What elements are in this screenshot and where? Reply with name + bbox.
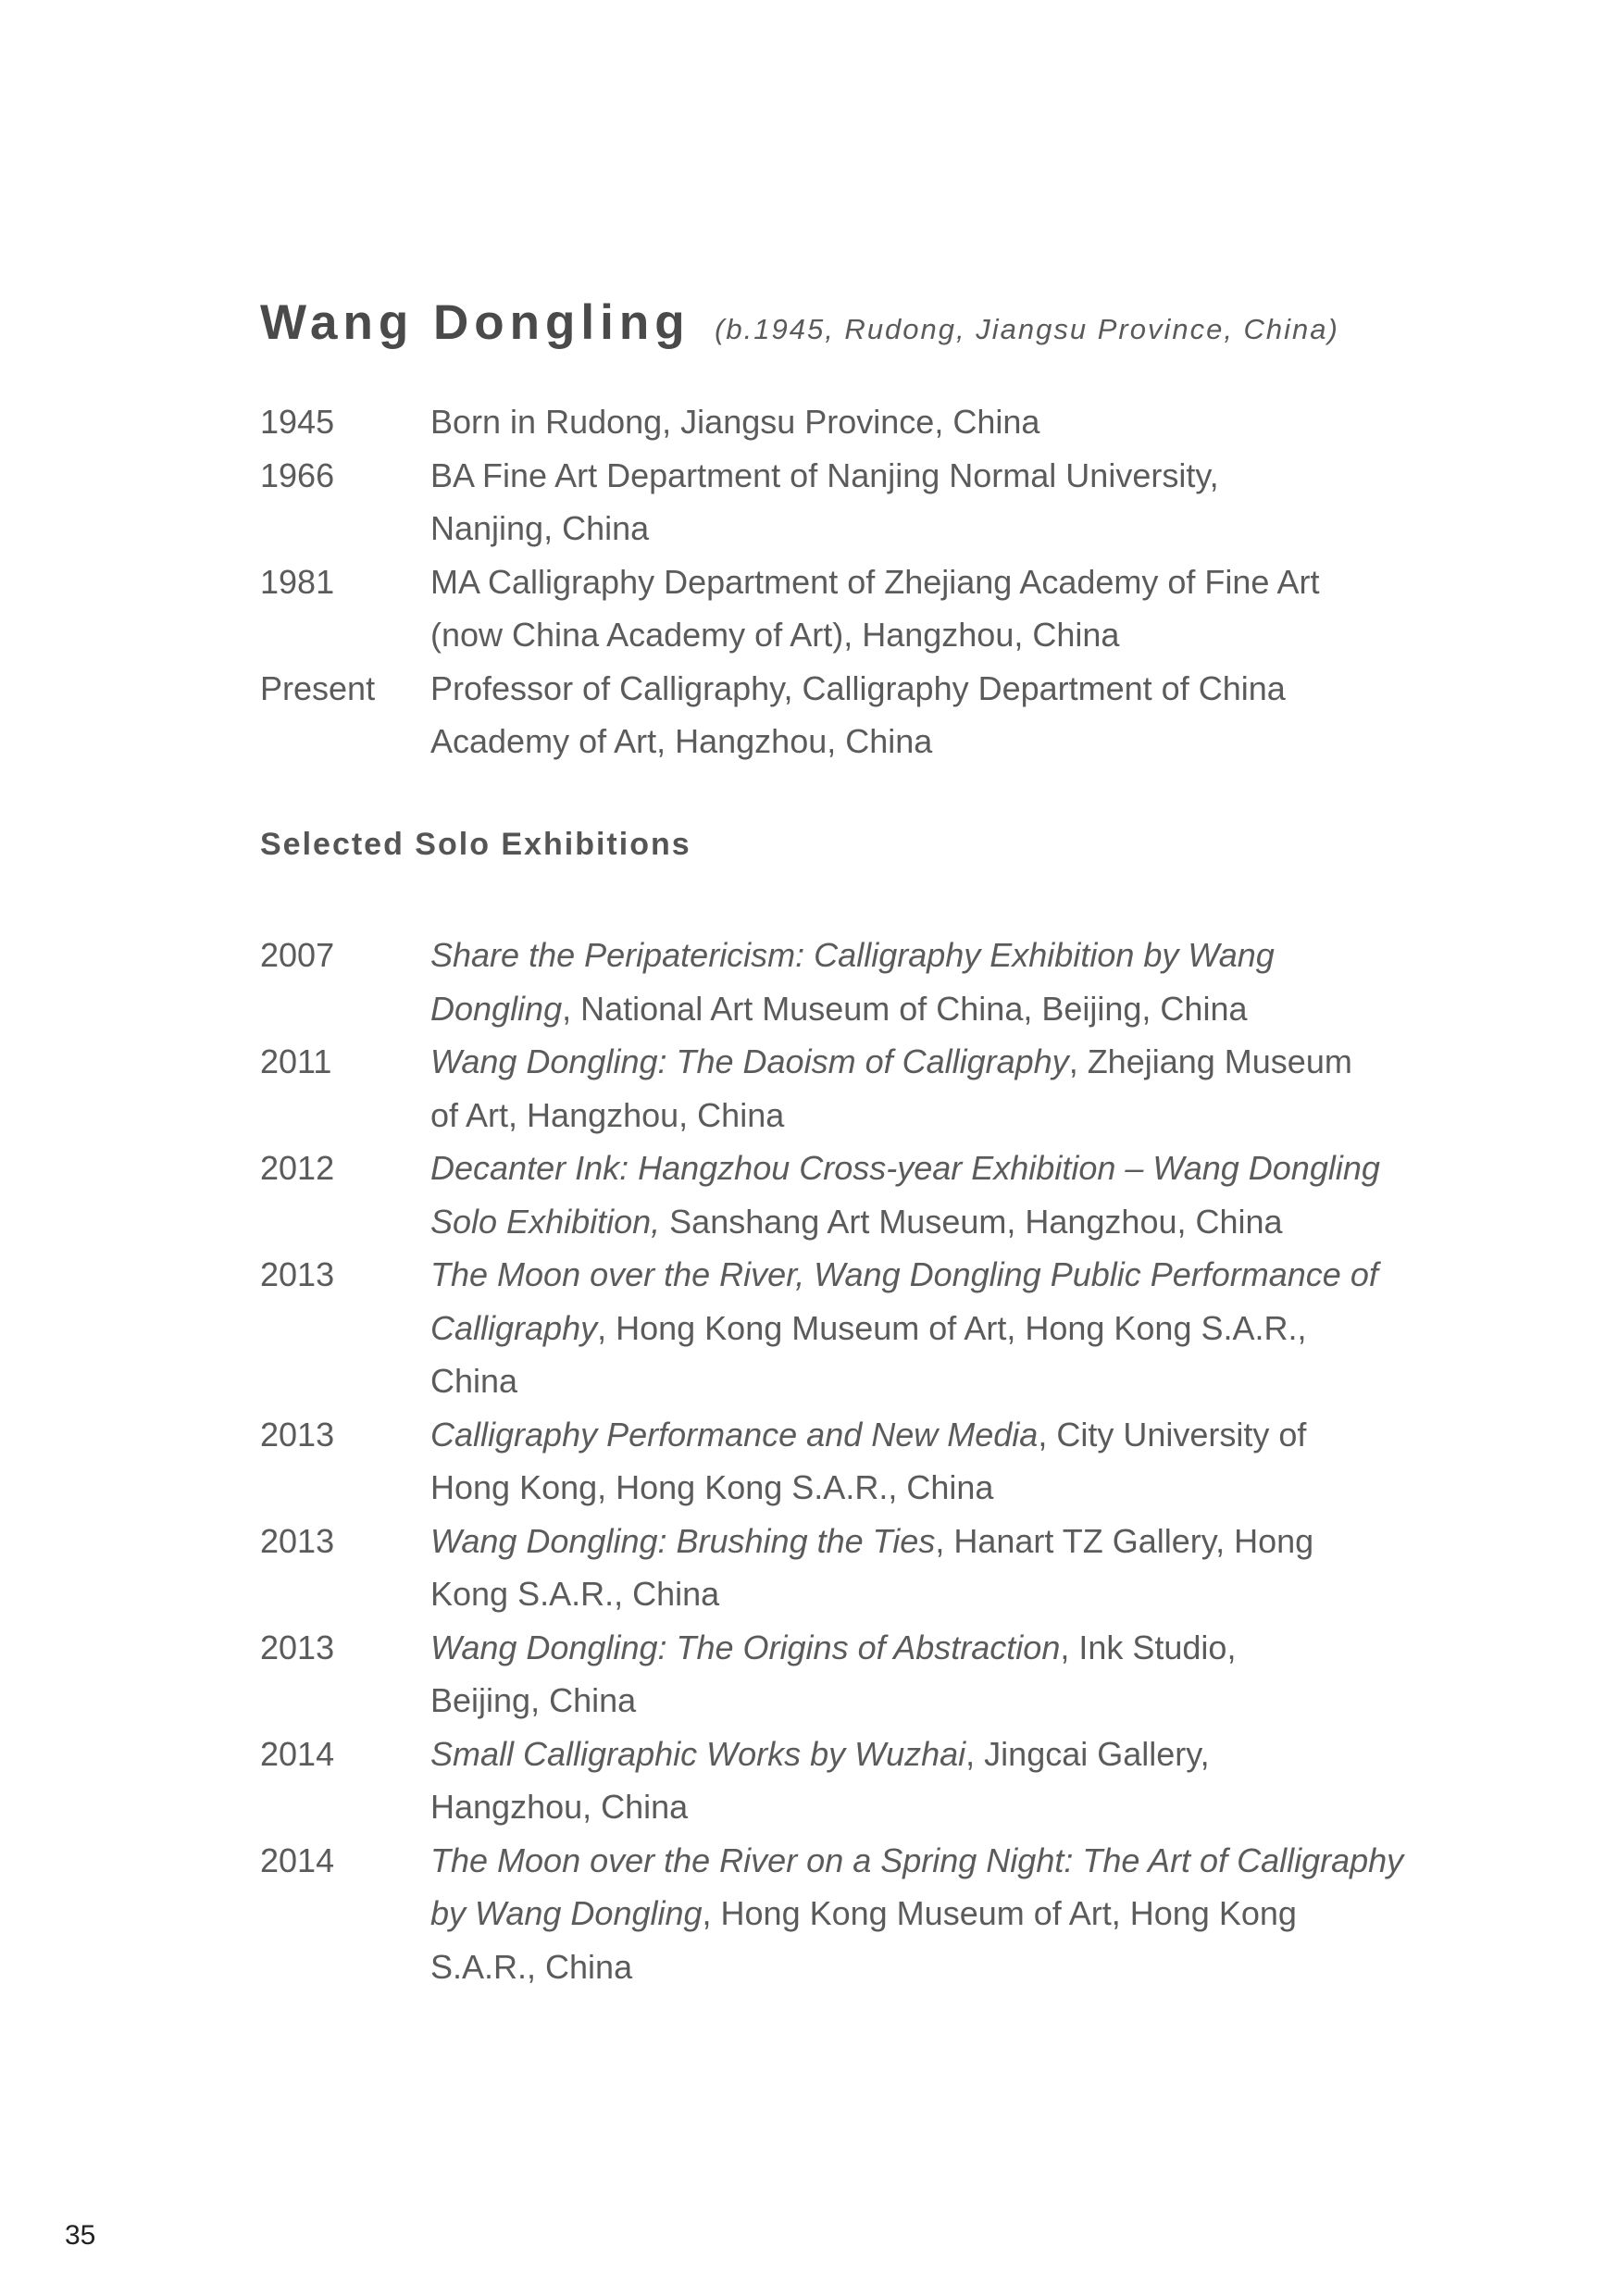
exhibition-title: Decanter Ink: Hangzhou Cross-year Exhibition – Wang Dongling bbox=[430, 1149, 1380, 1187]
biography-entry bbox=[260, 662, 1417, 768]
description-text: S.A.R., China bbox=[430, 1947, 633, 1986]
description-text: , City University of bbox=[1038, 1415, 1307, 1454]
exhibition-title: Share the Peripatericism: Calligraphy Exhibition by Wang bbox=[430, 936, 1275, 974]
exhibition-title: Wang Dongling: Brushing the Ties bbox=[430, 1521, 936, 1560]
description-line bbox=[430, 1567, 1417, 1621]
description-text: , Ink Studio, bbox=[1060, 1628, 1237, 1666]
description-text: Kong S.A.R., China bbox=[430, 1575, 720, 1613]
page-title bbox=[260, 294, 1339, 351]
description-line bbox=[430, 608, 1417, 662]
biography-entry bbox=[260, 555, 1417, 662]
description-line bbox=[430, 1461, 1417, 1515]
description-text: China bbox=[430, 1362, 518, 1400]
exhibition-title: by Wang Dongling bbox=[430, 1894, 703, 1932]
description-text: , Hong Kong Museum of Art, Hong Kong S.A.R., bbox=[597, 1308, 1307, 1347]
entry-description bbox=[430, 1408, 1417, 1515]
description-line bbox=[430, 1354, 1417, 1408]
artist-birth-info: (b.1945, Rudong, Jiangsu Province, China) bbox=[715, 313, 1339, 345]
biography-list bbox=[260, 395, 1417, 768]
description-line bbox=[430, 1408, 1417, 1462]
description-line bbox=[430, 502, 1417, 555]
entry-year: 1966 bbox=[260, 455, 335, 494]
description-line bbox=[430, 1248, 1417, 1302]
description-text: , National Art Museum of China, Beijing, China bbox=[562, 989, 1248, 1028]
description-line bbox=[430, 1035, 1417, 1089]
solo-exhibitions-list bbox=[260, 929, 1417, 1993]
entry-description bbox=[430, 555, 1417, 662]
description-text: of Art, Hangzhou, China bbox=[430, 1095, 785, 1134]
page-number: 35 bbox=[65, 2220, 96, 2251]
exhibition-entry bbox=[260, 1035, 1417, 1142]
entry-description bbox=[430, 929, 1417, 1035]
description-text: , Jingcai Gallery, bbox=[965, 1734, 1210, 1773]
entry-year: 2014 bbox=[260, 1841, 335, 1879]
biography-entry bbox=[260, 395, 1417, 449]
description-text: Hangzhou, China bbox=[430, 1788, 689, 1826]
biography-entry bbox=[260, 449, 1417, 555]
exhibition-entry bbox=[260, 1621, 1417, 1728]
exhibition-title: Calligraphy Performance and New Media bbox=[430, 1415, 1039, 1454]
section-heading-solo-exhibitions: Selected Solo Exhibitions bbox=[260, 827, 691, 862]
description-line bbox=[430, 449, 1417, 503]
description-text: , Hanart TZ Gallery, Hong bbox=[935, 1521, 1314, 1560]
description-line bbox=[430, 1621, 1417, 1675]
exhibition-entry bbox=[260, 1142, 1417, 1248]
exhibition-title: Wang Dongling: The Origins of Abstraction bbox=[430, 1628, 1061, 1666]
entry-year: 2007 bbox=[260, 936, 335, 974]
entry-year: 2011 bbox=[260, 1042, 332, 1080]
description-line bbox=[430, 1728, 1417, 1781]
entry-year: 2014 bbox=[260, 1734, 335, 1773]
description-line bbox=[430, 1887, 1417, 1940]
description-text: Beijing, China bbox=[430, 1681, 637, 1719]
entry-description bbox=[430, 1248, 1417, 1408]
entry-description bbox=[430, 1515, 1417, 1621]
entry-description bbox=[430, 662, 1417, 768]
description-line bbox=[430, 1089, 1417, 1142]
exhibition-title: Dongling bbox=[430, 989, 563, 1028]
entry-year: 2013 bbox=[260, 1255, 335, 1293]
description-text: Academy of Art, Hangzhou, China bbox=[430, 722, 933, 760]
exhibition-title: Wang Dongling: The Daoism of Calligraphy bbox=[430, 1042, 1069, 1080]
description-line bbox=[430, 1302, 1417, 1355]
entry-description bbox=[430, 1035, 1417, 1142]
exhibition-title: Calligraphy bbox=[430, 1308, 598, 1347]
description-line bbox=[430, 715, 1417, 768]
entry-year: 1945 bbox=[260, 403, 335, 441]
exhibition-title: The Moon over the River, Wang Dongling Public Performance of bbox=[430, 1255, 1378, 1293]
description-line bbox=[430, 1195, 1417, 1249]
exhibition-title: Solo Exhibition, bbox=[430, 1202, 661, 1241]
description-text: Born in Rudong, Jiangsu Province, China bbox=[430, 403, 1040, 441]
entry-year: 2013 bbox=[260, 1628, 335, 1666]
description-line bbox=[430, 1142, 1417, 1195]
exhibition-entry bbox=[260, 1728, 1417, 1834]
entry-year: 2013 bbox=[260, 1521, 335, 1560]
description-line bbox=[430, 1780, 1417, 1834]
entry-description bbox=[430, 1621, 1417, 1728]
description-line bbox=[430, 555, 1417, 609]
exhibition-title: Small Calligraphic Works by Wuzhai bbox=[430, 1734, 966, 1773]
exhibition-entry bbox=[260, 929, 1417, 1035]
description-text: Sanshang Art Museum, Hangzhou, China bbox=[660, 1202, 1283, 1241]
description-text: , Zhejiang Museum bbox=[1068, 1042, 1352, 1080]
description-line bbox=[430, 982, 1417, 1036]
description-line bbox=[430, 662, 1417, 716]
description-line bbox=[430, 1515, 1417, 1568]
description-line bbox=[430, 1834, 1417, 1888]
description-line bbox=[430, 395, 1417, 449]
description-text: Hong Kong, Hong Kong S.A.R., China bbox=[430, 1468, 994, 1506]
description-text: , Hong Kong Museum of Art, Hong Kong bbox=[702, 1894, 1297, 1932]
description-text: Nanjing, China bbox=[430, 509, 650, 547]
description-line bbox=[430, 1940, 1417, 1994]
entry-year: Present bbox=[260, 668, 376, 707]
exhibition-entry bbox=[260, 1515, 1417, 1621]
entry-year: 1981 bbox=[260, 562, 335, 601]
exhibition-title: The Moon over the River on a Spring Night: The Art of Calligraphy bbox=[430, 1841, 1404, 1879]
artist-name: Wang Dongling bbox=[260, 295, 691, 350]
description-text: BA Fine Art Department of Nanjing Normal University, bbox=[430, 455, 1219, 494]
description-line bbox=[430, 1674, 1417, 1728]
entry-description bbox=[430, 1142, 1417, 1248]
entry-year: 2013 bbox=[260, 1415, 335, 1454]
entry-description bbox=[430, 395, 1417, 449]
description-text: Professor of Calligraphy, Calligraphy Department of China bbox=[430, 668, 1286, 707]
description-line bbox=[430, 929, 1417, 982]
exhibition-entry bbox=[260, 1834, 1417, 1994]
exhibition-entry bbox=[260, 1408, 1417, 1515]
entry-year: 2012 bbox=[260, 1149, 335, 1187]
entry-description bbox=[430, 1834, 1417, 1994]
exhibition-entry bbox=[260, 1248, 1417, 1408]
description-text: MA Calligraphy Department of Zhejiang Academy of Fine Art bbox=[430, 562, 1320, 601]
entry-description bbox=[430, 449, 1417, 555]
entry-description bbox=[430, 1728, 1417, 1834]
description-text: (now China Academy of Art), Hangzhou, China bbox=[430, 616, 1120, 654]
